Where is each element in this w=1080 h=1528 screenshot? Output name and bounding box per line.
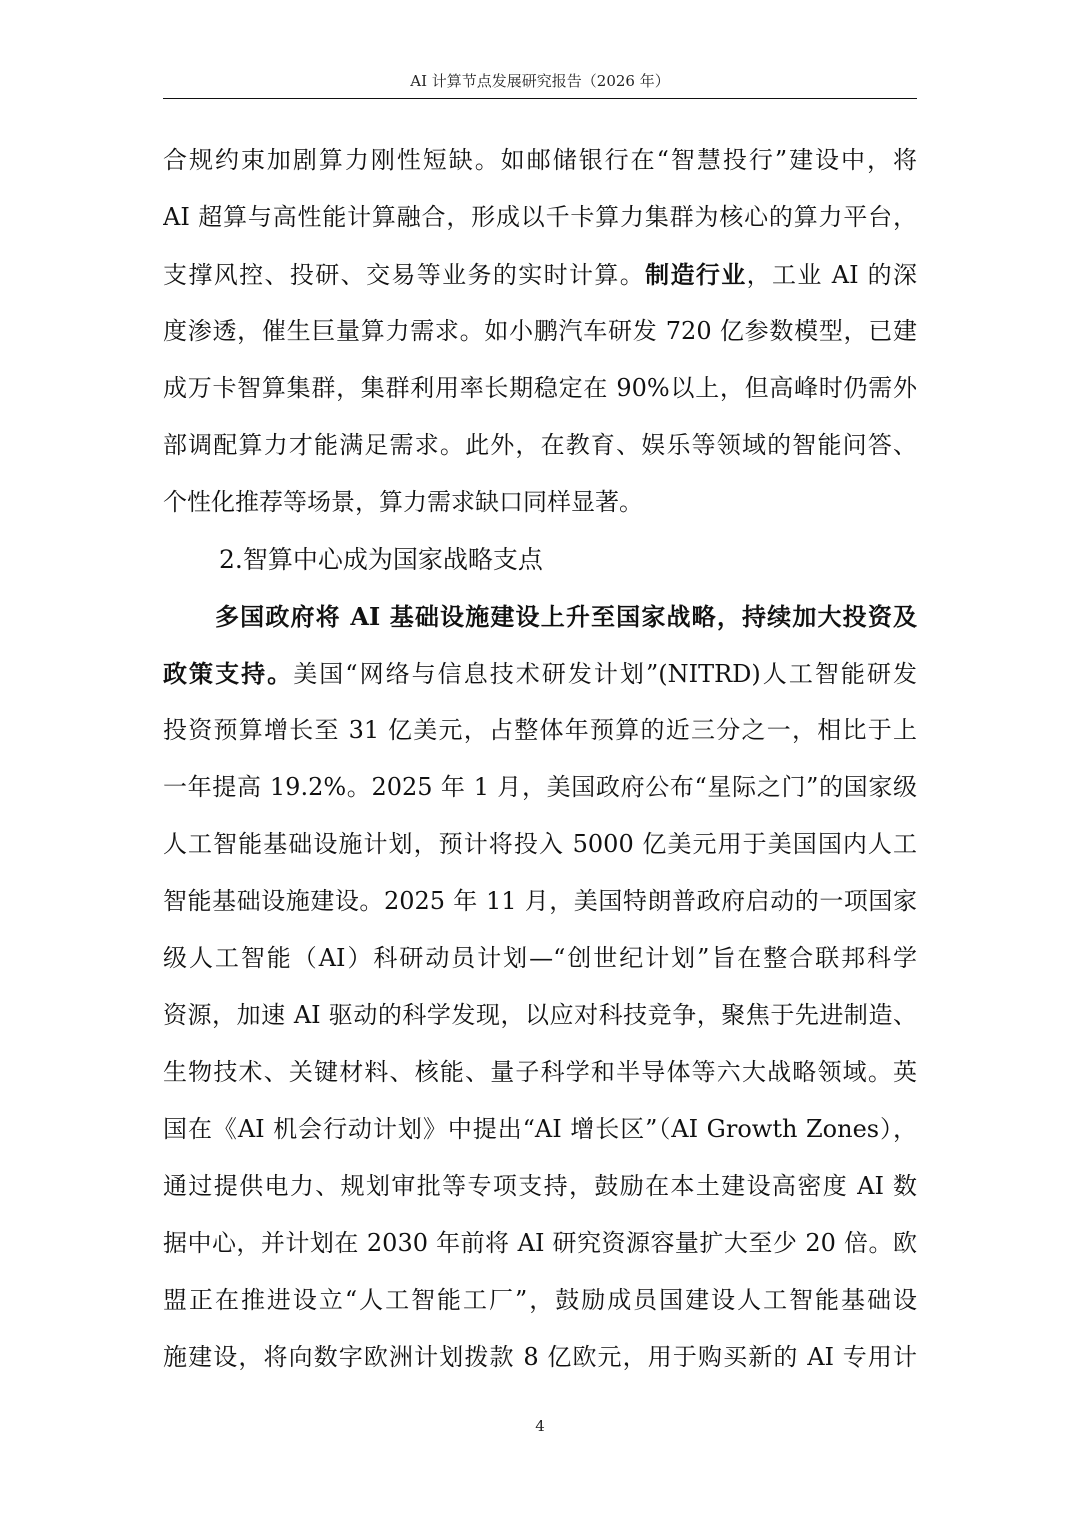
paragraph-line: 部调配算力才能满足需求。此外，在教育、娱乐等领域的智能问答、 — [163, 431, 917, 459]
paragraph-line: 施建设，将向数字欧洲计划拨款 8 亿欧元，用于购买新的 AI 专用计 — [163, 1343, 917, 1371]
paragraph-line: 个性化推荐等场景，算力需求缺口同样显著。 — [163, 488, 643, 516]
page-header: AI 计算节点发展研究报告（2026 年） — [410, 72, 670, 90]
paragraph-line: 一年提高 19.2%。2025 年 1 月，美国政府公布“星际之门”的国家级 — [163, 773, 917, 801]
paragraph-line: 国在《AI 机会行动计划》中提出“AI 增长区”（AI Growth Zones）， — [163, 1115, 917, 1143]
paragraph-line: 级人工智能（AI）科研动员计划—“创世纪计划”旨在整合联邦科学 — [163, 944, 917, 972]
document-body — [163, 132, 917, 1386]
paragraph-segment: ，工业 AI 的深 — [746, 261, 917, 289]
paragraph-line-mixed — [163, 246, 917, 303]
bold-term: 制造行业 — [645, 260, 747, 289]
paragraph-line: 智能基础设施建设。2025 年 11 月，美国特朗普政府启动的一项国家 — [163, 887, 917, 915]
paragraph-line: 度渗透，催生巨量算力需求。如小鹏汽车研发 720 亿参数模型，已建 — [163, 317, 917, 345]
page-number: 4 — [535, 1417, 545, 1435]
paragraph-line: 盟正在推进设立“人工智能工厂”，鼓励成员国建设人工智能基础设 — [163, 1286, 917, 1314]
paragraph-line: 通过提供电力、规划审批等专项支持，鼓励在本土建设高密度 AI 数 — [163, 1172, 917, 1200]
paragraph-line: 据中心，并计划在 2030 年前将 AI 研究资源容量扩大至少 20 倍。欧 — [163, 1229, 917, 1257]
paragraph-line-mixed — [163, 645, 917, 702]
paragraph-line: 生物技术、关键材料、核能、量子科学和半导体等六大战略领域。英 — [163, 1058, 917, 1086]
paragraph-line: AI 超算与高性能计算融合，形成以千卡算力集群为核心的算力平台， — [163, 203, 917, 231]
section-heading: 2.智算中心成为国家战略支点 — [219, 545, 543, 574]
paragraph-segment: 支撑风控、投研、交易等业务的实时计算。 — [163, 261, 646, 289]
header-divider — [163, 98, 917, 99]
bold-term: 政策支持。 — [163, 659, 294, 688]
paragraph-line: 成万卡智算集群，集群利用率长期稳定在 90%以上，但高峰时仍需外 — [163, 374, 917, 402]
paragraph-line: 资源，加速 AI 驱动的科学发现，以应对科技竞争，聚焦于先进制造、 — [163, 1001, 917, 1029]
paragraph-lead-bold: 多国政府将 AI 基础设施建设上升至国家战略，持续加大投资及 — [215, 602, 917, 631]
paragraph-line: 投资预算增长至 31 亿美元，占整体年预算的近三分之一，相比于上 — [163, 716, 917, 744]
paragraph-line: 合规约束加剧算力刚性短缺。如邮储银行在“智慧投行”建设中，将 — [163, 146, 917, 174]
paragraph-segment: 美国“网络与信息技术研发计划”(NITRD)人工智能研发 — [293, 660, 917, 688]
paragraph-line: 人工智能基础设施计划，预计将投入 5000 亿美元用于美国国内人工 — [163, 830, 917, 858]
